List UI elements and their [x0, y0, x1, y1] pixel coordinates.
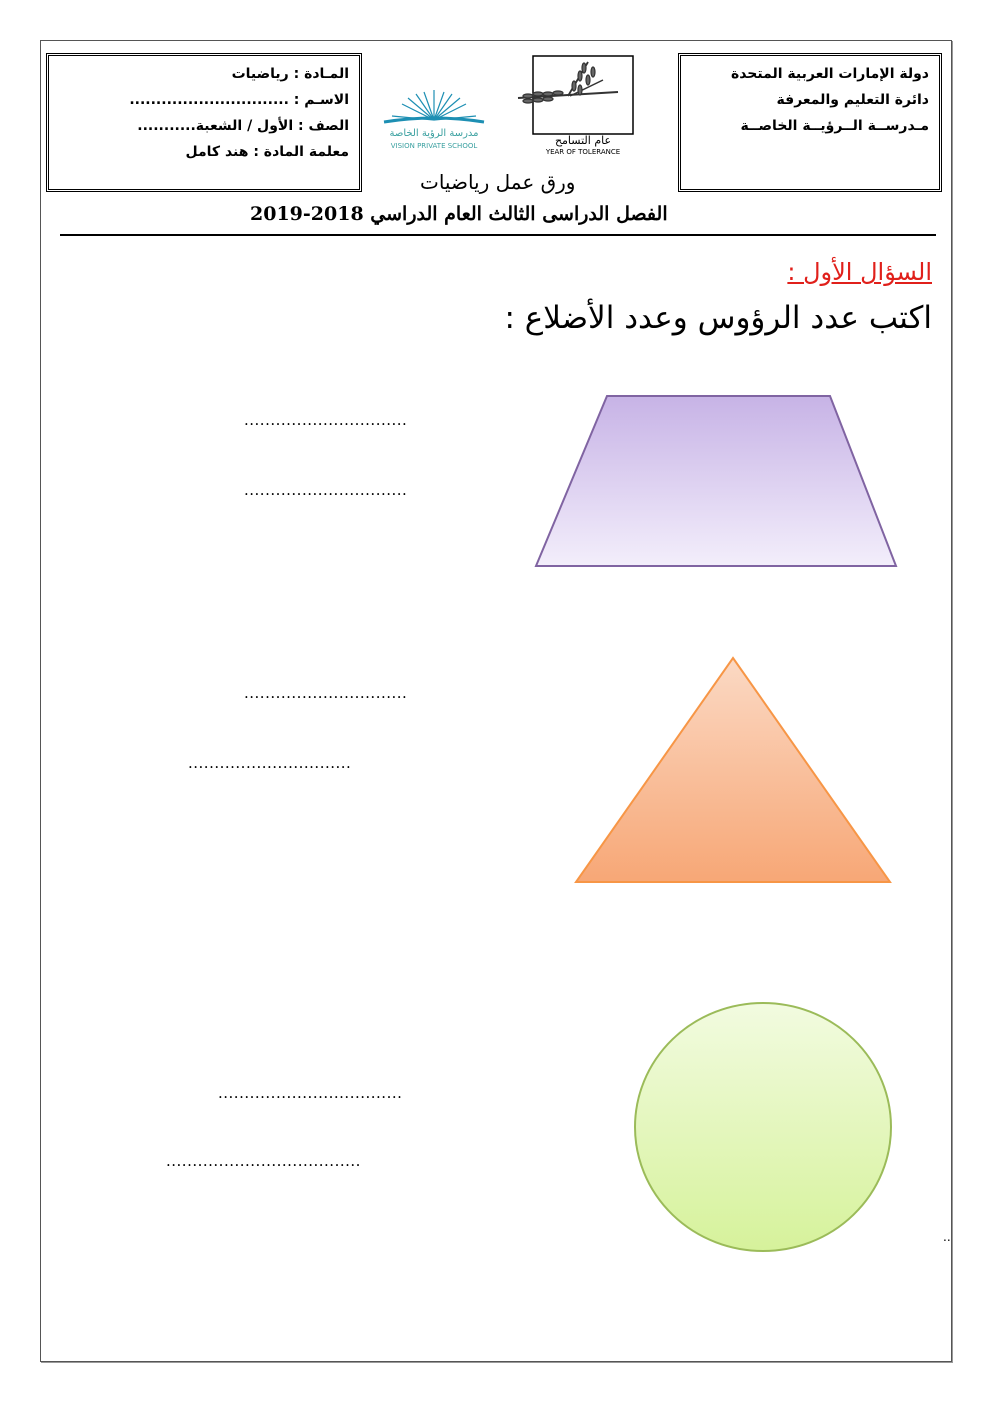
term-year-line: الفصل الدراسى الثالث العام الدراسي 2018-2019	[250, 203, 668, 225]
question-text: اكتب عدد الرؤوس وعدد الأضلاع :	[504, 300, 932, 336]
corner-mark: ..	[943, 1230, 951, 1244]
school-logo-ar: مدرسة الرؤية الخاصة	[389, 128, 479, 139]
triangle-answer-2[interactable]: ...............................	[188, 754, 352, 772]
header-institution-box	[678, 53, 942, 192]
country-name: دولة الإمارات العربية المتحدة	[730, 66, 929, 82]
worksheet-title: ورق عمل رياضيات	[420, 170, 576, 194]
school-logo-en: VISION PRIVATE SCHOOL	[390, 142, 478, 150]
trapezoid-shape	[530, 390, 902, 572]
class-field: الصف : الأول / الشعبة...........	[137, 118, 349, 134]
subject-label: المـادة : رياضيات	[231, 66, 349, 82]
circle-answer-2[interactable]: .....................................	[166, 1152, 361, 1170]
trapezoid-answer-1[interactable]: ...............................	[244, 411, 408, 429]
tolerance-logo-en: YEAR OF TOLERANCE	[545, 148, 621, 156]
question-title: السؤال الأول :	[787, 258, 932, 286]
header-student-box	[46, 53, 362, 192]
vision-school-logo	[364, 88, 504, 152]
trapezoid-answer-2[interactable]: ...............................	[244, 481, 408, 499]
circle-shape	[630, 996, 896, 1262]
department-name: دائرة التعليم والمعرفة	[776, 92, 929, 108]
header-divider	[60, 234, 936, 236]
tolerance-logo-ar: عام التسامح	[554, 134, 612, 147]
triangle-shape	[570, 652, 896, 888]
student-name-field: الاسـم : ..............................	[129, 92, 349, 108]
year-of-tolerance-logo	[508, 52, 638, 156]
teacher-label: معلمة المادة : هند كامل	[185, 144, 349, 160]
school-name: مـدرســة الــرؤيــة الخاصــة	[740, 118, 929, 134]
triangle-answer-1[interactable]: ...............................	[244, 684, 408, 702]
circle-answer-1[interactable]: ...................................	[218, 1084, 403, 1102]
